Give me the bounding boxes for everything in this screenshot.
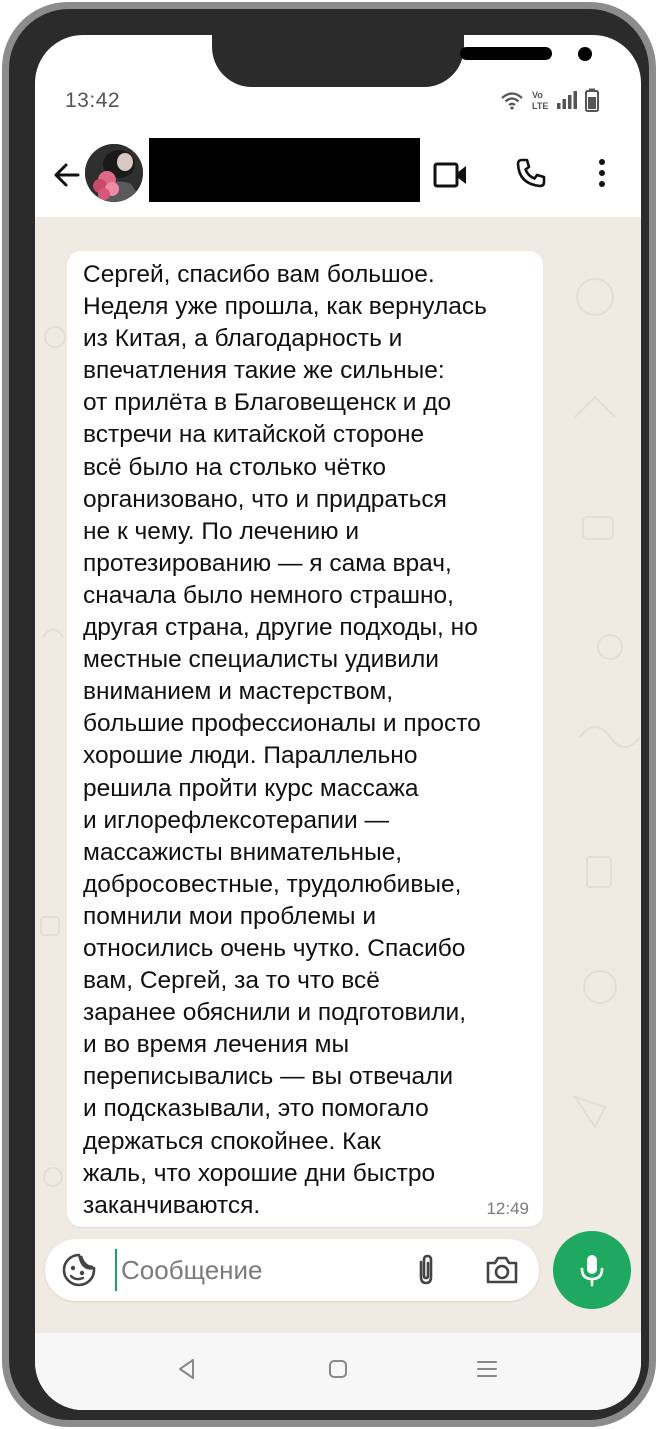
message-line: решила пройти курс массажа xyxy=(83,774,419,802)
avatar-image xyxy=(85,144,143,202)
status-time: 13:42 xyxy=(65,89,121,112)
message-line: помнили мои проблемы и xyxy=(83,902,377,930)
message-line: и подсказывали, это помогало xyxy=(83,1095,429,1123)
message-line: от прилёта в Благовещенск и до xyxy=(83,389,452,417)
message-line: из Китая, а благодарность и xyxy=(83,325,403,353)
attach-button[interactable] xyxy=(409,1253,443,1287)
message-input[interactable] xyxy=(115,1249,391,1291)
video-call-button[interactable] xyxy=(431,155,471,195)
message-line: вниманием и мастерством, xyxy=(83,678,394,706)
message-line: организовано, что и придраться xyxy=(83,485,447,513)
battery-icon xyxy=(585,88,599,112)
status-icons xyxy=(500,87,599,113)
message-line: местные специалисты удивили xyxy=(83,646,439,674)
phone-screen xyxy=(35,35,641,1410)
message-line: и иглорефлексотерапии — xyxy=(83,806,389,834)
microphone-icon xyxy=(576,1252,608,1288)
message-line: заканчиваются. xyxy=(83,1191,261,1219)
square-home-icon xyxy=(326,1357,350,1381)
contact-name-redacted[interactable] xyxy=(149,138,420,202)
message-text xyxy=(83,259,533,1222)
message-line: добросовестные, трудолюбивые, xyxy=(83,870,462,898)
incoming-message-bubble[interactable] xyxy=(67,251,543,1227)
volte-icon xyxy=(531,88,549,112)
message-timestamp: 12:49 xyxy=(486,1199,529,1218)
system-navigation-bar xyxy=(35,1333,641,1410)
message-line: сначала было немного страшно, xyxy=(83,581,454,609)
triangle-back-icon xyxy=(175,1357,199,1381)
message-line: не к чему. По лечению и xyxy=(83,517,360,545)
back-button[interactable] xyxy=(45,153,89,197)
speaker-grille xyxy=(460,47,552,60)
message-line: большие профессионалы и просто xyxy=(83,710,481,738)
message-line: встречи на китайской стороне xyxy=(83,421,425,449)
phone-icon xyxy=(515,157,547,189)
contact-avatar[interactable] xyxy=(85,144,143,202)
message-line: протезированию — я сама врач, xyxy=(83,549,452,577)
message-line: Сергей, спасибо вам большое. xyxy=(83,261,435,288)
message-line: вам, Сергей, за то что всё xyxy=(83,967,380,995)
camera-button[interactable] xyxy=(483,1251,521,1289)
sticker-button[interactable] xyxy=(61,1252,97,1288)
message-line: всё было на столько чётко xyxy=(83,453,387,481)
message-line: Неделя уже прошла, как вернулась xyxy=(83,293,487,321)
message-line: переписывались — вы отвечали xyxy=(83,1063,454,1091)
wifi-icon xyxy=(500,90,524,110)
nav-recent-button[interactable] xyxy=(475,1357,499,1381)
more-options-button[interactable] xyxy=(587,153,617,193)
svg-text:LTE: LTE xyxy=(532,101,549,111)
phone-notch xyxy=(212,35,464,87)
nav-home-button[interactable] xyxy=(326,1357,350,1381)
menu-lines-icon xyxy=(475,1357,499,1381)
voice-call-button[interactable] xyxy=(511,153,551,193)
svg-text:Vo: Vo xyxy=(532,90,543,100)
voice-message-button[interactable] xyxy=(553,1231,631,1309)
message-composer xyxy=(45,1239,539,1301)
signal-icon xyxy=(556,90,578,110)
message-line: и во время лечения мы xyxy=(83,1031,350,1059)
nav-back-button[interactable] xyxy=(175,1357,199,1381)
phone-frame xyxy=(9,9,649,1420)
message-line: впечатления такие же сильные: xyxy=(83,357,445,385)
sticker-icon xyxy=(61,1252,97,1288)
message-line: держаться спокойнее. Как xyxy=(83,1127,381,1155)
message-line: другая страна, другие подходы, но xyxy=(83,614,478,642)
message-line: относились очень чутко. Спасибо xyxy=(83,934,466,962)
front-camera xyxy=(578,47,592,61)
message-line: жаль, что хорошие дни быстро xyxy=(83,1159,436,1187)
paperclip-icon xyxy=(409,1253,443,1287)
message-line: заранее обяснили и подготовили, xyxy=(83,999,467,1027)
message-line: хорошие люди. Параллельно xyxy=(83,742,418,770)
arrow-left-icon xyxy=(52,160,82,190)
chat-header xyxy=(35,135,641,217)
video-camera-icon xyxy=(433,162,469,188)
camera-icon xyxy=(483,1251,521,1289)
chat-area[interactable] xyxy=(35,217,641,1333)
message-line: массажисты внимательные, xyxy=(83,838,403,866)
more-vertical-icon xyxy=(598,158,606,188)
